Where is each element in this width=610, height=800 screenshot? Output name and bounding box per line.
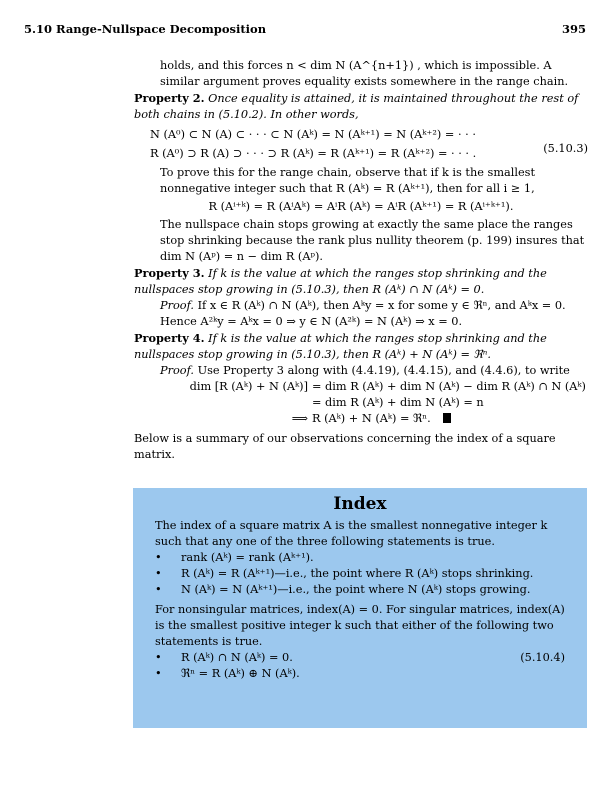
range-chain: R (A⁰) ⊃ R (A) ⊃ · · · ⊃ R (Aᵏ) = R (Aᵏ⁺¹) = R (Aᵏ⁺²) = · · · . [150,147,477,160]
property-4-text: If k is the value at which the ranges stop shrinking and the nullspaces stop growing in (5.10.3), then R (Aᵏ) + N (Aᵏ) = ℜⁿ. [134,332,547,361]
property-3-text: If k is the value at which the ranges stop shrinking and the nullspaces stop growing in (5.10.3), then R (Aᵏ) ∩ N (Aᵏ) = 0. [134,267,547,296]
index-box [133,488,587,728]
paragraph-2: To prove this for the range chain, observe that if k is the smallest nonnegative integer such that R (Aᵏ) = R (Aᵏ⁺¹), then for all i ≥ 1, [160,166,536,195]
main-text [134,58,588,463]
index-para: For nonsingular matrices, index(A) = 0. For singular matrices, index(A) is the smallest positive integer k such that either of the following two statements is true. [155,603,565,648]
dim-rhs-2: = dim R (Aᵏ) + dim N (Aᵏ) = n [312,396,484,409]
page-number: 395 [561,22,586,36]
section-title: 5.10 Range-Nullspace Decomposition [24,22,267,36]
index-bullet-1: • rank (Aᵏ) = rank (Aᵏ⁺¹). [155,550,565,566]
index-bullet-4: • R (Aᵏ) ∩ N (Aᵏ) = 0. (5.10.4) [155,650,565,666]
nullspace-chain: N (A⁰) ⊂ N (A) ⊂ · · · ⊂ N (Aᵏ) = N (Aᵏ⁺¹) = N (Aᵏ⁺²) = · · · [150,128,476,141]
property-4 [134,330,588,363]
index-bullet-3: • N (Aᵏ) = N (Aᵏ⁺¹)—i.e., the point where N (Aᵏ) stops growing. [155,582,565,598]
paragraph-1: holds, and this forces n < dim N (A^{n+1}) , which is impossible. A similar argument proves equality exists somewhere in the range chain. [160,59,569,88]
dim-lhs: dim [R (Aᵏ) + N (Aᵏ)] [189,380,308,393]
proof-1-text: If x ∈ R (Aᵏ) ∩ N (Aᵏ), then Aᵏy = x for some y ∈ ℜⁿ, and Aᵏx = 0. Hence A²ᵏy = Aᵏx = 0 ⇒ y ∈ N (A²ᵏ) = N (Aᵏ) ⇒ x = 0. [160,299,566,328]
chain-equations [134,125,588,163]
property-3-label: Property 3. [134,266,205,280]
property-4-label: Property 4. [134,331,205,345]
proof-2-text: Use Property 3 along with (4.4.19), (4.4.15), and (4.4.6), to write [197,364,570,377]
equation-number-5-10-4: (5.10.4) [520,651,565,664]
dim-equation-row-2 [138,395,588,411]
summary-sentence: Below is a summary of our observations concerning the index of a square matrix. [134,432,556,461]
qed-square-icon [443,413,451,423]
paragraph-3: The nullspace chain stops growing at exactly the same place the ranges stop shrinking because the rank plus nullity theorem (p. 199) insures that dim N (Aᵖ) = n − dim R (Aᵖ). [160,218,585,263]
dim-equation-row-1 [138,379,588,395]
proof-1-label: Proof. [160,299,194,312]
property-2-label: Property 2. [134,91,205,105]
dim-rhs-1: = dim R (Aᵏ) + dim N (Aᵏ) − dim R (Aᵏ) ∩ N (Aᵏ) [312,380,586,393]
equation-number-5-10-3: (5.10.3) [543,142,588,155]
dim-rhs-3: R (Aᵏ) + N (Aᵏ) = ℜⁿ. [312,411,588,427]
implies-symbol: ⟹ [291,412,308,425]
page-header [24,22,586,36]
dim-equation-row-3 [138,411,588,427]
proof-1 [134,298,588,330]
index-bullet-5: • ℜⁿ = R (Aᵏ) ⊕ N (Aᵏ). [155,666,565,682]
index-title: Index [333,494,387,514]
property-3 [134,265,588,298]
property-2-text: Once equality is attained, it is maintained throughout the rest of both chains in (5.10.2). In other words, [134,92,579,121]
property-2 [134,90,588,123]
index-bullet-2: • R (Aᵏ) = R (Aᵏ⁺¹)—i.e., the point where R (Aᵏ) stops shrinking. [155,566,565,582]
range-equation: R (Aⁱ⁺ᵏ) = R (AⁱAᵏ) = AⁱR (Aᵏ) = AⁱR (Aᵏ⁺¹) = R (Aⁱ⁺ᵏ⁺¹). [208,200,514,213]
proof-2 [134,363,588,379]
index-intro: The index of a square matrix A is the smallest nonnegative integer k such that any one of the three following statements is true. [155,519,548,548]
proof-2-label: Proof. [160,364,194,377]
